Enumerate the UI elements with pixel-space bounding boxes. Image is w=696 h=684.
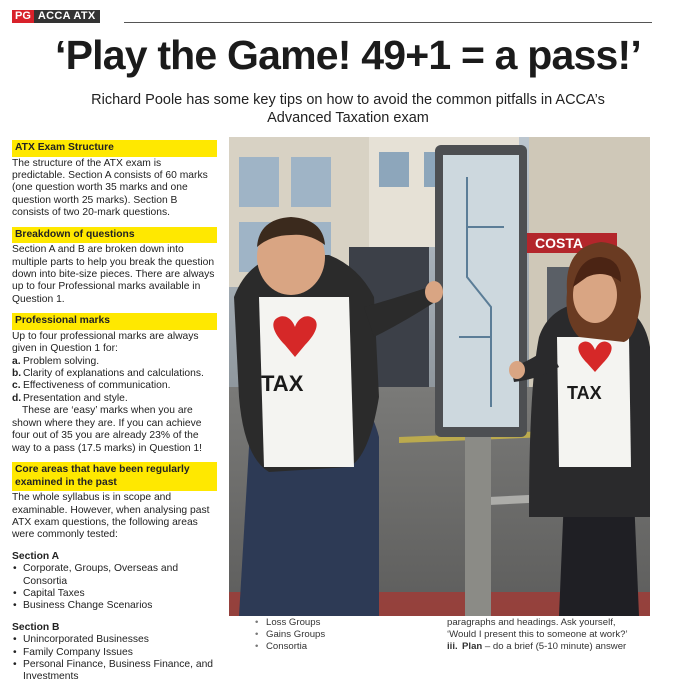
section-header: [12, 10, 652, 24]
badge-pg: PG: [12, 10, 34, 23]
right-line-1: paragraphs and headings. Ask yourself,: [447, 617, 616, 628]
article-standfirst: [60, 91, 636, 127]
standfirst-line-1: Richard Poole has some key tips on how to avoid the common pitfalls in ACCA’s: [91, 92, 605, 108]
header-rule: [124, 22, 652, 23]
shop-sign-text: COSTA: [535, 235, 583, 251]
section-b-list: [12, 634, 217, 684]
professional-intro: Up to four professional marks are always given in Question 1 for:: [12, 330, 199, 355]
list-item: • Loss Groups: [255, 617, 325, 629]
list-item: • Gains Groups: [255, 629, 325, 641]
body-core-areas: The whole syllabus is in scope and examinable. However, when analysing past ATX exam questions, the following areas were commonly tested:: [12, 492, 210, 541]
list-item: b. Clarity of explanations and calculations.: [12, 368, 204, 380]
woman-shirt-text: TAX: [567, 383, 602, 403]
man-shirt-text: TAX: [261, 371, 304, 396]
list-item: • Corporate, Groups, Overseas and Consortia: [12, 563, 217, 588]
body-breakdown: Section A and B are broken down into multiple parts to help you break the question down into bite-size pieces. There are always up to four Professional marks available in Question 1.: [12, 244, 215, 305]
list-item: • Personal Finance, Business Finance, and Investments: [12, 659, 217, 684]
right-item-plan: iii. Plan – do a brief (5-10 minute) answer: [447, 640, 627, 652]
list-item: • Unincorporated Businesses: [12, 634, 217, 646]
section-a-list: [12, 563, 217, 613]
left-column: [12, 140, 217, 684]
professional-note: These are ‘easy’ marks when you are shown where they are. If you can achieve four out of 35 you are already 23% of the way to a pass (17.5 marks) in Question 1!: [12, 405, 203, 454]
heading-core-areas: Core areas that have been regularly examined in the past: [12, 462, 217, 491]
list-item: • Business Change Scenarios: [12, 600, 217, 612]
heading-exam-structure: ATX Exam Structure: [12, 140, 217, 157]
right-column: [447, 617, 657, 652]
bus-stop-pole: [465, 427, 491, 616]
heading-breakdown: Breakdown of questions: [12, 227, 217, 244]
list-item: • Family Company Issues: [12, 647, 217, 659]
section-badge: [12, 10, 100, 23]
middle-column-list: [255, 617, 325, 652]
list-item: • Capital Taxes: [12, 588, 217, 600]
body-exam-structure: The structure of the ATX exam is predictable. Section A consists of 60 marks (one question worth 35 marks and one question worth 25 marks). Section B consists of two 20-mark questions.: [12, 157, 208, 219]
right-line-2: ‘Would I present this to someone at work?’: [447, 628, 628, 640]
list-item: • Consortia: [255, 641, 325, 653]
heading-professional-marks: Professional marks: [12, 313, 217, 330]
list-item: a. Problem solving.: [12, 355, 100, 367]
section-b-title: Section B: [12, 621, 60, 633]
list-item: d. Presentation and style.: [12, 392, 128, 404]
bus-stop-map: [443, 155, 519, 427]
section-a-title: Section A: [12, 550, 60, 562]
badge-section: ACCA ATX: [34, 10, 100, 23]
article-headline: ‘Play the Game! 49+1 = a pass!’: [55, 32, 641, 78]
article-photo: [229, 137, 650, 616]
standfirst-line-2: Advanced Taxation exam: [267, 110, 429, 126]
list-item: c. Effectiveness of communication.: [12, 380, 171, 392]
professional-list: [12, 356, 217, 406]
photo-illustration: [229, 137, 650, 616]
